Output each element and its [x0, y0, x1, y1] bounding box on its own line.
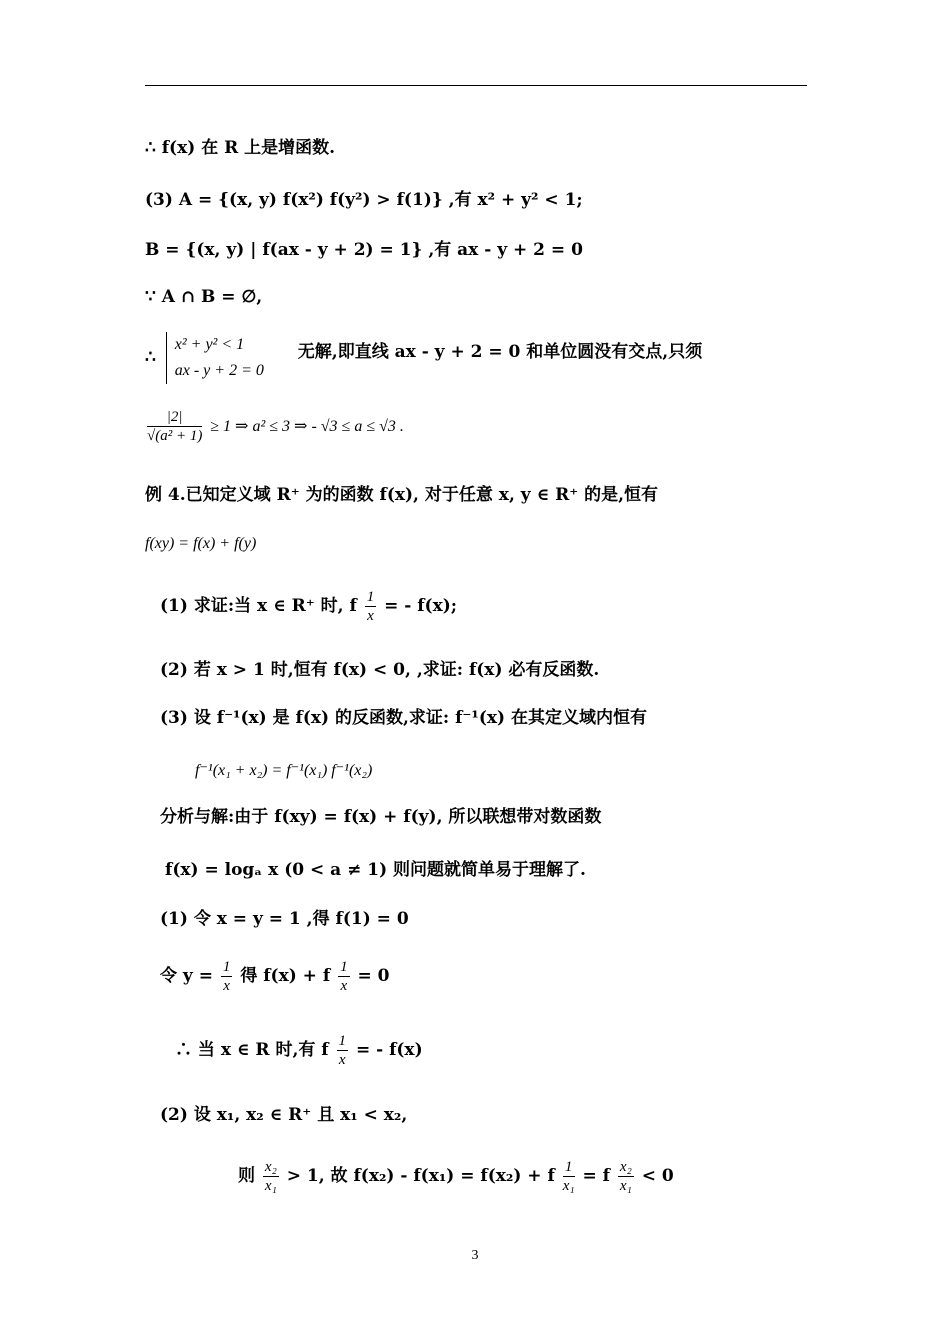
fraction-numerator: 1: [222, 959, 231, 975]
fraction-one-over-x: [221, 958, 233, 995]
therefore-result: = - f(x): [355, 1040, 423, 1060]
line-inverse-identity: f⁻¹(x₁ + x₂) = f⁻¹(x₁) f⁻¹(x₂): [195, 762, 373, 779]
line-system-no-solution: ∴ x² + y² < 1 ax - y + 2 = 0 无解,即直线 ax - y + 2 = 0 和单位圆没有交点,只须: [145, 332, 702, 384]
line-intersection-empty: ∵ A ∩ B = ∅,: [145, 287, 263, 307]
inequality-chain: ≥ 1 ⇒ a² ≤ 3 ⇒ - √3 ≤ a ≤ √3 .: [210, 418, 404, 435]
fraction-numerator: 1: [366, 589, 375, 605]
fraction-denominator: x₁: [264, 1178, 277, 1194]
fraction-numerator: x₂: [264, 1159, 277, 1175]
line-part-1-prove: [160, 588, 457, 625]
equation-system: [166, 332, 264, 384]
fraction-numerator: 1: [563, 1158, 575, 1177]
fraction-x2-over-x1-2: [618, 1158, 634, 1195]
fraction-denominator: x₁: [562, 1178, 575, 1194]
line-log-function: f(x) = logₐ x (0 < a ≠ 1) 则问题就简单易于理解了.: [165, 860, 586, 880]
line-part-3: (3) 设 f⁻¹(x) 是 f(x) 的反函数,求证: f⁻¹(x) 在其定义域内恒有: [160, 708, 647, 728]
line-set-a: (3) A = {(x, y) f(x²) f(y²) > f(1)} ,有 x² + y² < 1;: [145, 190, 583, 210]
fraction-numerator: 1: [338, 1033, 347, 1049]
line-example-4: 例 4.已知定义域 R⁺ 为的函数 f(x), 对于任意 x, y ∈ R⁺ 的是,恒有: [145, 485, 659, 505]
fraction-denominator: √(a² + 1): [147, 428, 203, 444]
line-distance-inequality: [145, 408, 404, 445]
part1-text: (1) 求证:当 x ∈ R⁺ 时, f: [160, 596, 357, 616]
let-y-end: = 0: [357, 966, 390, 986]
let-y-mid: 得 f(x) + f: [240, 966, 331, 986]
line-increasing-function: ∴ f(x) 在 R 上是增函数.: [145, 138, 336, 158]
fraction-numerator: 1: [340, 959, 348, 975]
proof-conclusion: < 0: [641, 1166, 674, 1186]
line-therefore: [175, 1032, 423, 1069]
line-solution-2: (2) 设 x₁, x₂ ∈ R⁺ 且 x₁ < x₂,: [160, 1105, 408, 1125]
fraction-denominator: x: [338, 1052, 346, 1068]
fraction-one-over-x: [365, 588, 377, 625]
part1-result: = - f(x);: [384, 596, 458, 616]
line-part-2: (2) 若 x > 1 时,恒有 f(x) < 0, ,求证: f(x) 必有反函数.: [160, 660, 600, 680]
proof-then: 则: [238, 1166, 255, 1186]
system-eq-1: x² + y² < 1: [174, 336, 245, 353]
proof-equals: = f: [582, 1166, 610, 1186]
therefore-text: ∴ 当 x ∈ R 时,有 f: [175, 1040, 329, 1060]
fraction-one-over-x1: [563, 1158, 575, 1195]
fraction-denominator: x: [340, 978, 348, 994]
no-solution-text: 无解,即直线 ax - y + 2 = 0 和单位圆没有交点,只须: [297, 341, 703, 362]
proof-mid: > 1, 故 f(x₂) - f(x₁) = f(x₂) + f: [286, 1166, 555, 1186]
let-y-text: 令 y =: [160, 966, 213, 986]
line-analysis: 分析与解:由于 f(xy) = f(x) + f(y), 所以联想带对数函数: [160, 807, 602, 827]
fraction-one-over-x-2: [338, 958, 350, 995]
line-let-y: [160, 958, 390, 995]
fraction-distance: [147, 408, 202, 445]
page-number: 3: [471, 1248, 479, 1263]
fraction-denominator: x₁: [619, 1178, 632, 1194]
fraction-numerator: |2|: [147, 408, 202, 427]
line-monotonic-proof: [238, 1158, 674, 1195]
fraction-denominator: x: [367, 608, 374, 624]
fraction-x2-over-x1: [263, 1158, 279, 1195]
line-solution-1: (1) 令 x = y = 1 ,得 f(1) = 0: [160, 909, 409, 929]
fraction-numerator: x₂: [619, 1159, 632, 1175]
fraction-one-over-x: [337, 1032, 349, 1069]
header-rule: [145, 85, 807, 86]
line-set-b: B = {(x, y) | f(ax - y + 2) = 1} ,有 ax - y + 2 = 0: [145, 240, 583, 260]
system-eq-2: ax - y + 2 = 0: [174, 362, 264, 379]
fraction-denominator: x: [223, 978, 230, 994]
line-functional-equation: f(xy) = f(x) + f(y): [145, 535, 257, 552]
